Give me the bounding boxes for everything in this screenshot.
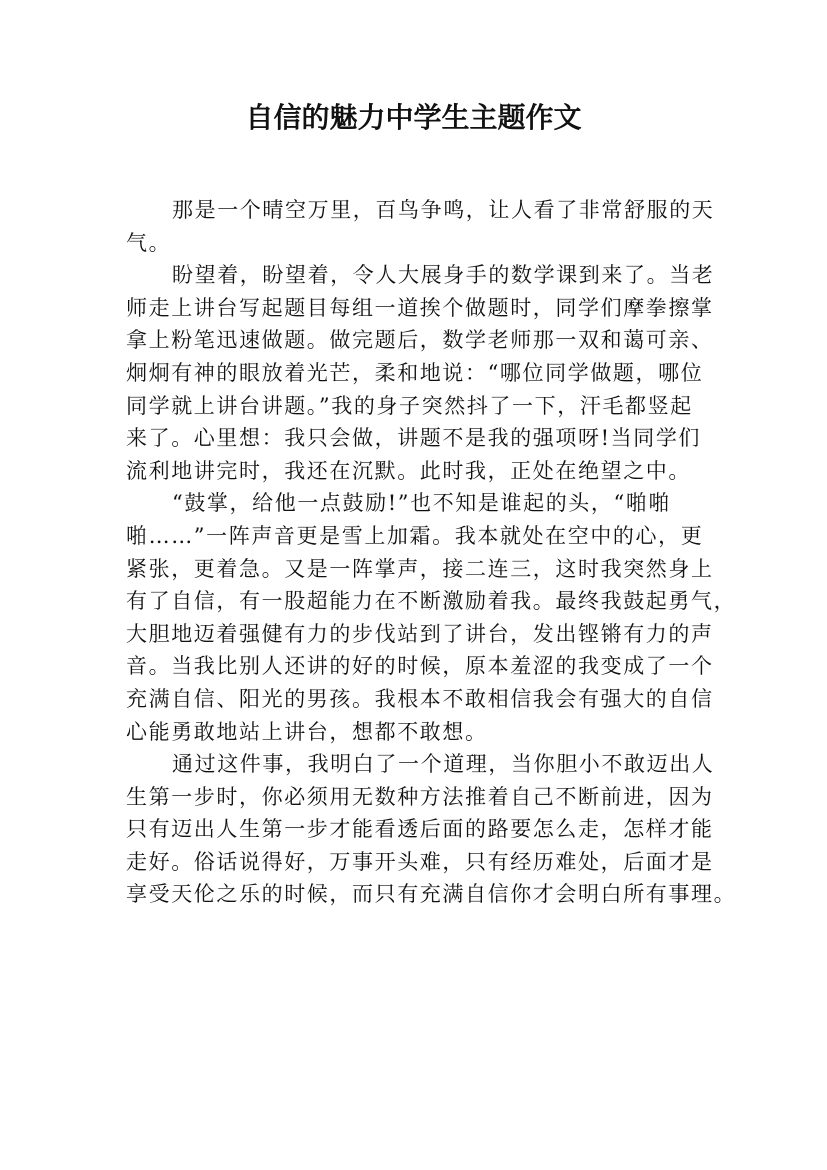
paragraph-line: 气。 [126,230,172,255]
paragraph-line: 通过这件事，我明白了一个道理，当你胆小不敢迈出人 [172,752,715,777]
paragraph-1 [126,194,715,259]
paragraph-line: 流利地讲完时，我还在沉默。此时我，正处在绝望之中。 [126,458,691,483]
document-title: 自信的魅力中学生主题作文 [245,101,582,134]
paragraph-line: 来了。心里想：我只会做，讲题不是我的强项呀!当同学们 [126,426,702,451]
paragraph-line: 那是一个晴空万里，百鸟争鸣，让人看了非常舒服的天 [172,198,715,222]
paragraph-4 [126,748,737,911]
document-body [126,194,737,911]
paragraph-line: 有了自信，有一股超能力在不断激励着我。最终我鼓起勇气， [126,589,737,614]
paragraph-line: 心能勇敢地站上讲台，想都不敢想。 [126,719,488,744]
paragraph-line: 享受天伦之乐的时候，而只有充满自信你才会明白所有事理。 [126,882,737,907]
paragraph-line: 只有迈出人生第一步才能看透后面的路要怎么走，怎样才能 [126,817,714,842]
paragraph-line: 盼望着，盼望着，令人大展身手的数学课到来了。当老 [172,263,715,288]
paragraph-line: 充满自信、阳光的男孩。我根本不敢相信我会有强大的自信 [126,686,714,711]
paragraph-line: 拿上粉笔迅速做题。做完题后，数学老师那一双和蔼可亲、 [126,328,714,353]
paragraph-line: 生第一步时，你必须用无数种方法推着自己不断前进，因为 [126,784,714,809]
paragraph-line: “鼓掌，给他一点鼓励!”也不知是谁起的头，“啪啪 [172,491,672,516]
paragraph-3 [126,487,737,748]
paragraph-line: 同学就上讲台讲题。”我的身子突然抖了一下，汗毛都竖起 [126,393,693,418]
paragraph-line: 炯炯有神的眼放着光芒，柔和地说：“哪位同学做题，哪位 [126,360,704,385]
paragraph-line: 紧张，更着急。又是一阵掌声，接二连三，这时我突然身上 [126,556,714,581]
paragraph-line: 大胆地迈着强健有力的步伐站到了讲台，发出铿锵有力的声 [126,621,714,646]
paragraph-line: 啪……”一阵声音更是雪上加霜。我本就处在空中的心，更 [126,523,704,548]
paragraph-line: 走好。俗话说得好，万事开头难，只有经历难处，后面才是 [126,849,714,874]
paragraph-line: 音。当我比别人还讲的好的时候，原本羞涩的我变成了一个 [126,654,714,679]
paragraph-2 [126,259,715,487]
paragraph-line: 师走上讲台写起题目每组一道挨个做题时，同学们摩拳擦掌 [126,295,714,320]
